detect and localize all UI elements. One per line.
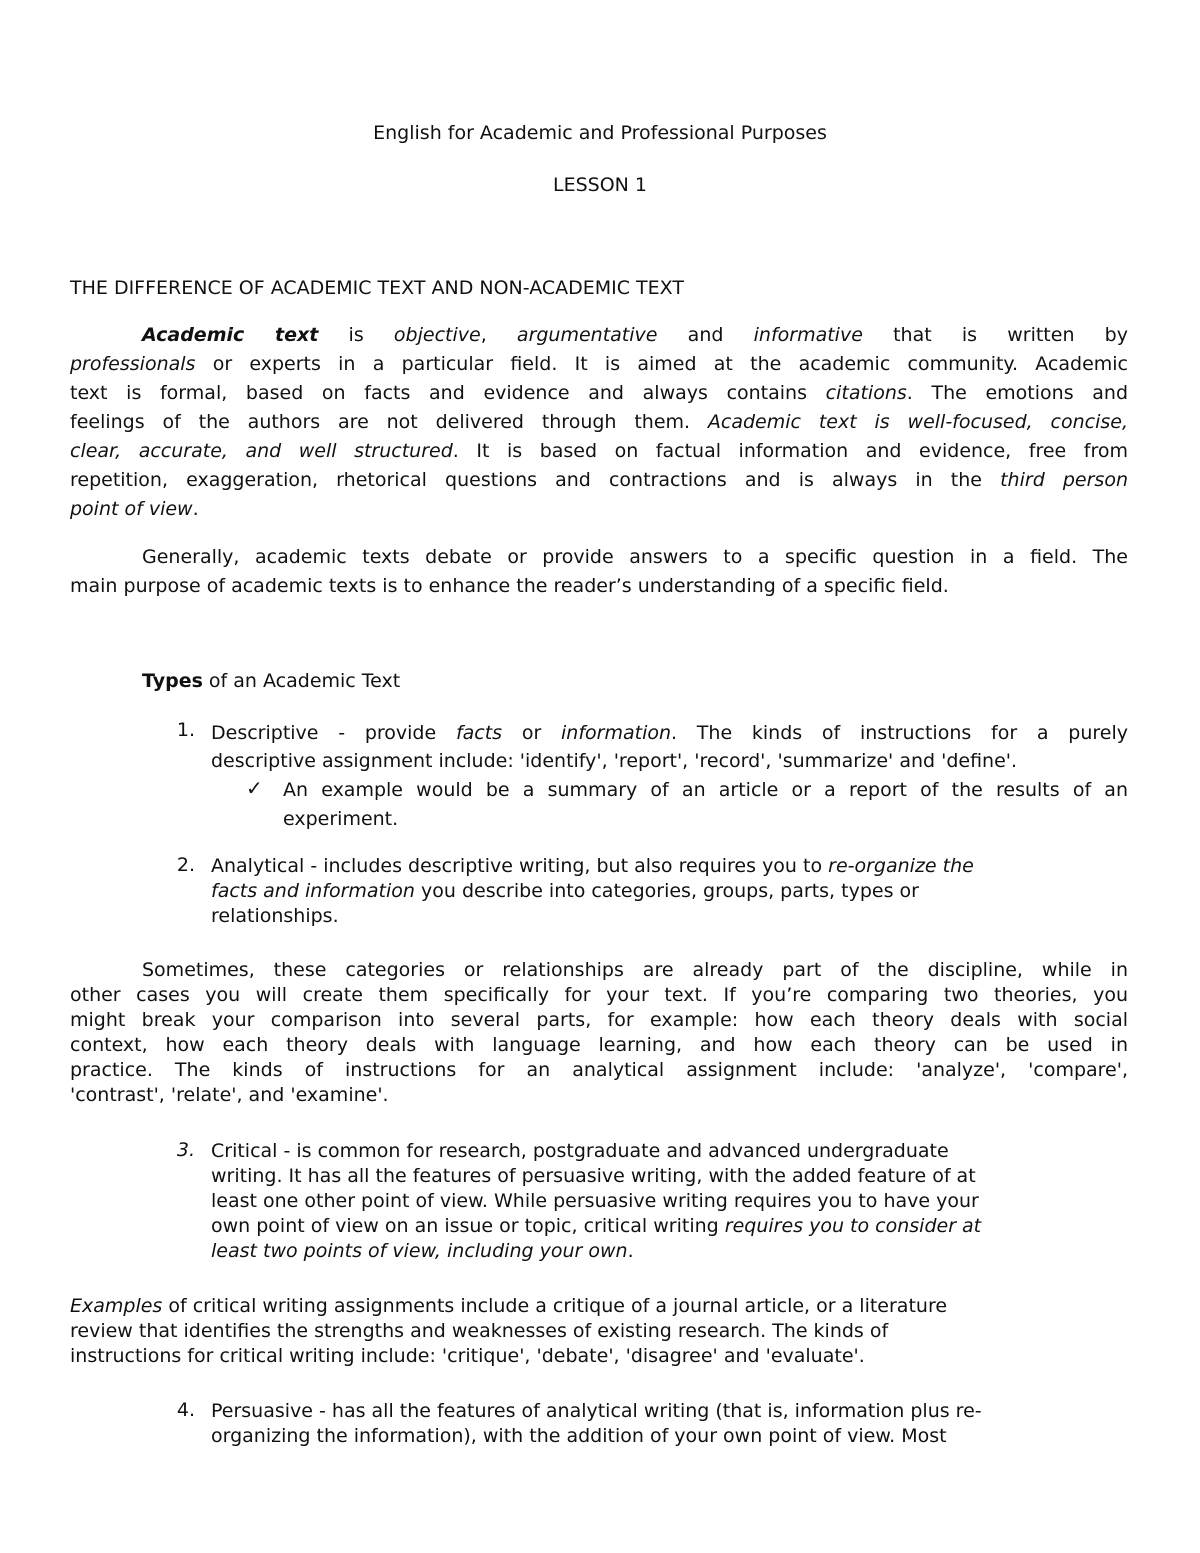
list-item-line: organizing the information), with the addition of your own point of view. Most — [211, 1425, 947, 1447]
paragraph-critical-examples — [70, 1294, 1128, 1369]
list-item-line: descriptive assignment include: 'identify', 'report', 'record', 'summarize' and 'define'. — [211, 750, 1018, 772]
list-item-analytical — [211, 854, 1111, 929]
paragraph-line: text is formal, based on facts and evidence and always contains citations. The emotions and — [70, 382, 1129, 404]
paragraph-line: other cases you will create them specifically for your text. If you’re comparing two theories, you — [70, 984, 1128, 1006]
paragraph-line: review that identifies the strengths and weaknesses of existing research. The kinds of — [70, 1320, 889, 1342]
paragraph-line: context, how each theory deals with language learning, and how each theory can be used in — [70, 1034, 1128, 1056]
document-title: English for Academic and Professional Purposes — [373, 122, 827, 144]
paragraph-general-purpose — [70, 543, 1128, 601]
list-item-line: Descriptive - provide facts or information. The kinds of instructions for a purely — [211, 722, 1128, 744]
paragraph-line: Examples of critical writing assignments include a critique of a journal article, or a literature — [70, 1295, 948, 1317]
paragraph-line: 'contrast', 'relate', and 'examine'. — [70, 1084, 389, 1106]
list-item-line: Analytical - includes descriptive writing, but also requires you to re-organize the — [211, 855, 974, 877]
types-heading: Types of an Academic Text — [142, 670, 401, 692]
list-number: 1. — [176, 719, 195, 741]
list-item-line: writing. It has all the features of persuasive writing, with the added feature of at — [211, 1165, 976, 1187]
section-heading: THE DIFFERENCE OF ACADEMIC TEXT AND NON-ACADEMIC TEXT — [70, 277, 684, 299]
bullet-line: experiment. — [283, 808, 399, 830]
list-item-line: Persuasive - has all the features of analytical writing (that is, information plus re- — [211, 1400, 982, 1422]
list-item-line: least two points of view, including your own. — [211, 1240, 634, 1262]
list-item-line: relationships. — [211, 905, 339, 927]
list-number: 4. — [176, 1399, 195, 1421]
paragraph-line: feelings of the authors are not delivered through them. Academic text is well-focused, concise, — [70, 411, 1128, 433]
list-item-line: Critical - is common for research, postgraduate and advanced undergraduate — [211, 1140, 949, 1162]
paragraph-line: instructions for critical writing include: 'critique', 'debate', 'disagree' and 'evaluate'. — [70, 1345, 865, 1367]
paragraph-line: Generally, academic texts debate or provide answers to a specific question in a field. The — [142, 546, 1128, 568]
list-item-critical — [211, 1139, 1111, 1264]
paragraph-line: might break your comparison into several parts, for example: how each theory deals with social — [70, 1009, 1128, 1031]
list-item-descriptive — [211, 719, 1128, 775]
list-number: 2. — [176, 854, 195, 876]
list-item-line: facts and information you describe into categories, groups, parts, types or — [211, 880, 919, 902]
paragraph-line: professionals or experts in a particular field. It is aimed at the academic community. Academic — [70, 353, 1128, 375]
paragraph-line: point of view. — [70, 498, 199, 520]
list-item-persuasive — [211, 1399, 1111, 1449]
paragraph-line: Sometimes, these categories or relationships are already part of the discipline, while in — [142, 959, 1128, 981]
paragraph-line: repetition, exaggeration, rhetorical questions and contractions and is always in the third person — [70, 469, 1128, 491]
paragraph-line: clear, accurate, and well structured. It is based on factual information and evidence, free from — [70, 440, 1128, 462]
lesson-label: LESSON 1 — [552, 174, 647, 196]
list-item-line: least one other point of view. While persuasive writing requires you to have your — [211, 1190, 979, 1212]
list-item-line: own point of view on an issue or topic, critical writing requires you to consider at — [211, 1215, 982, 1237]
checkmark-icon: ✓ — [246, 776, 263, 800]
paragraph-line: Academic text is objective, argumentative and informative that is written by — [142, 324, 1128, 346]
example-bullet — [283, 776, 1128, 834]
bullet-line: An example would be a summary of an article or a report of the results of an — [283, 779, 1128, 801]
paragraph-categories — [70, 958, 1128, 1108]
list-number: 3. — [176, 1139, 195, 1161]
paragraph-academic-text — [70, 321, 1128, 524]
paragraph-line: practice. The kinds of instructions for an analytical assignment include: 'analyze', 'compare', — [70, 1059, 1128, 1081]
paragraph-line: main purpose of academic texts is to enhance the reader’s understanding of a specific field. — [70, 575, 949, 597]
